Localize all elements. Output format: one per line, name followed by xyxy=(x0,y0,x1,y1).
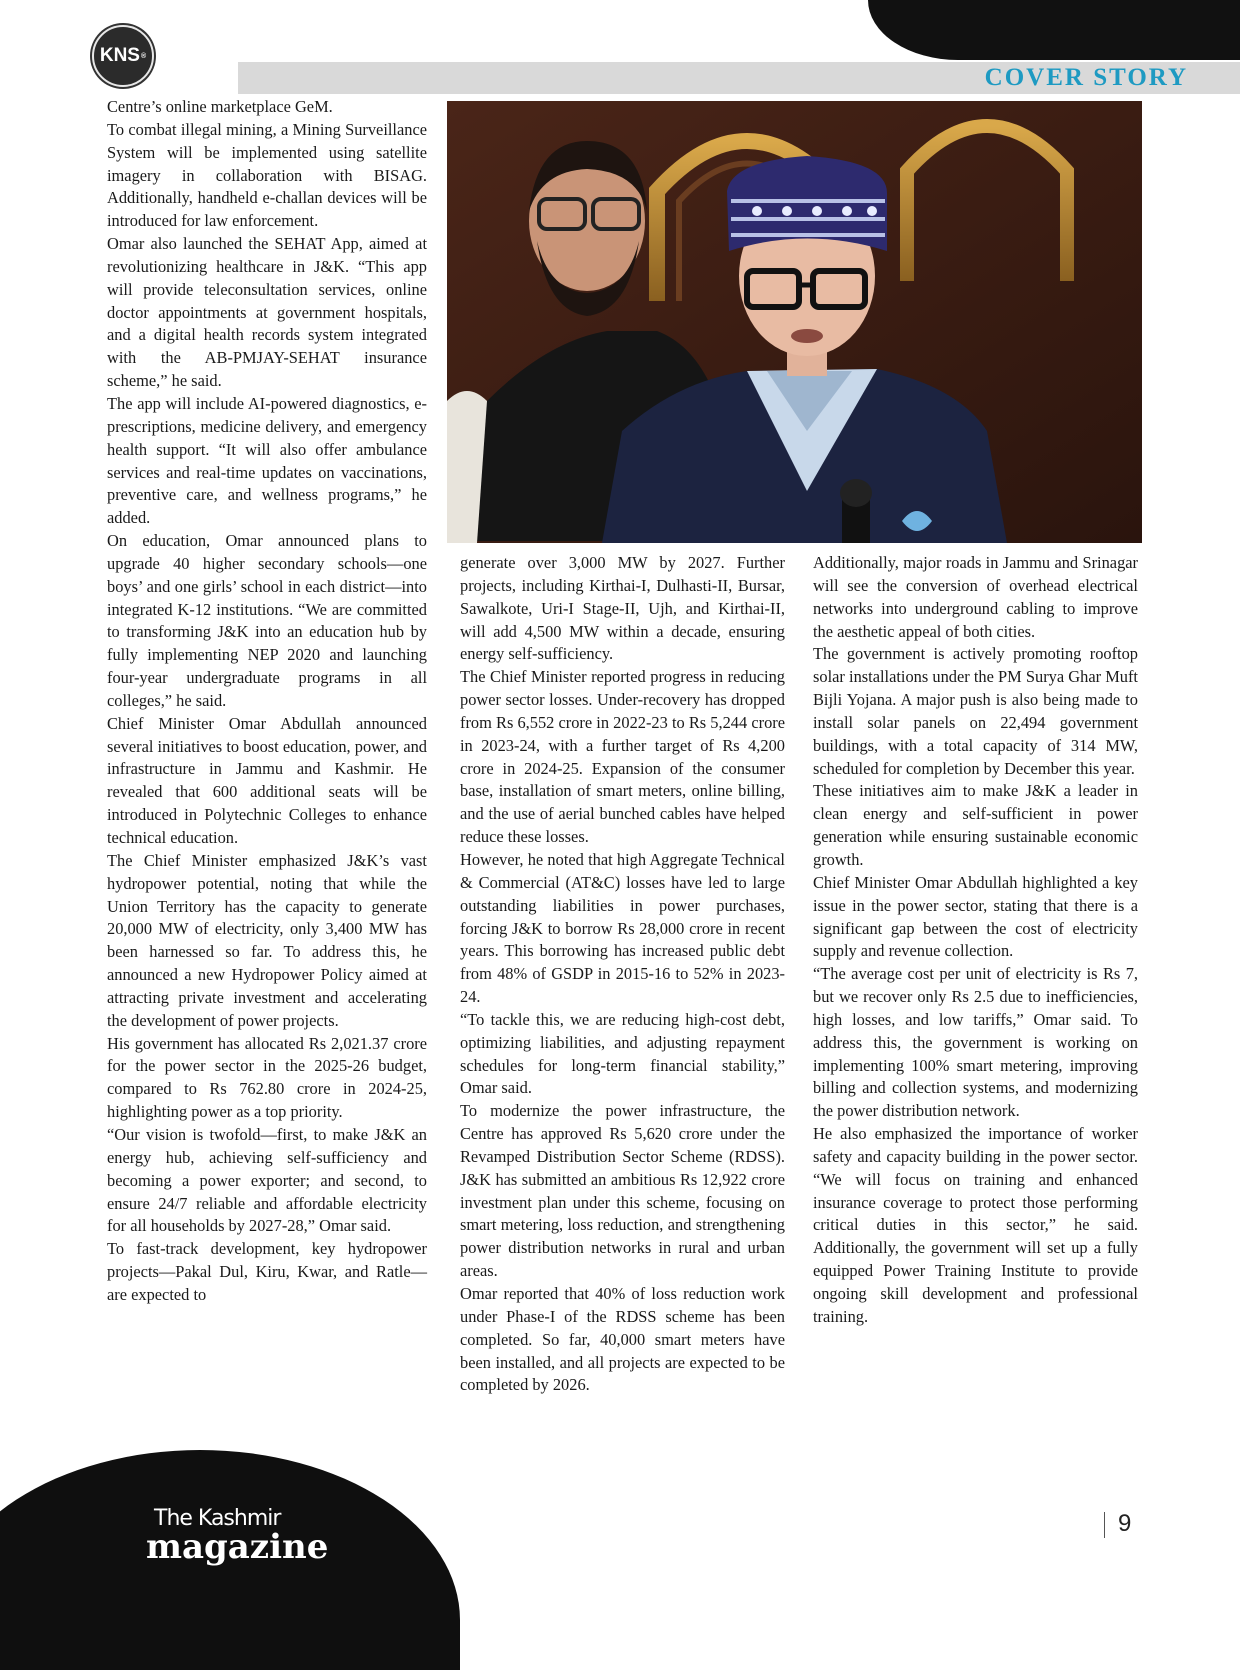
magazine-logo xyxy=(146,1506,329,1567)
speaker-photo-icon xyxy=(447,101,1142,543)
paragraph: To fast-track development, key hydropower projects—Pakal Dul, Kiru, Kwar, and Ratle—are expected to xyxy=(107,1239,427,1304)
article-column-1 xyxy=(107,96,427,1307)
magazine-logo-bottom: magazine xyxy=(146,1527,329,1567)
paragraph: On education, Omar announced plans to upgrade 40 higher secondary schools—one boys’ and one girls’ school in each district—into integrated K-12 institutions. “We are committed to transforming J&K into an education hub by fully implementing NEP 2020 and launching four-year undergraduate programs in all colleges,” he said. xyxy=(107,531,427,710)
paragraph: To modernize the power infrastructure, the Centre has approved Rs 5,620 crore under the Revamped Distribution Sector Scheme (RDSS). J&K has submitted an ambitious Rs 12,922 crore investment plan under this scheme, focusing on smart metering, loss reduction, and strengthening power distribution networks in rural and urban areas. xyxy=(460,1101,785,1281)
registered-mark: ® xyxy=(140,52,147,60)
kns-logo xyxy=(92,25,154,87)
article-column-3 xyxy=(813,552,1138,1329)
paragraph: Omar reported that 40% of loss reduction work under Phase-I of the RDSS scheme has been completed. So far, 40,000 smart meters have been installed, and all projects are expected to be completed by 2026. xyxy=(460,1284,785,1395)
paragraph: These initiatives aim to make J&K a leader in clean energy and self-sufficient in power generation while ensuring sustainable economic growth. xyxy=(813,781,1138,869)
paragraph: He also emphasized the importance of worker safety and capacity building in the power sector. “We will focus on training and enhanced insurance coverage to protect those performing critical duties in this sector,” he said. Additionally, the government will set up a fully equipped Power Training Institute to provide ongoing skill development and professional training. xyxy=(813,1124,1138,1326)
paragraph: The Chief Minister emphasized J&K’s vast hydropower potential, noting that while the Union Territory has the capacity to generate 20,000 MW of electricity, only 3,400 MW has been harnessed so far. To address this, he announced a new Hydropower Policy aimed at attracting private investment and accelerating the development of power projects. xyxy=(107,850,427,1030)
paragraph: The Chief Minister reported progress in reducing power sector losses. Under-recovery has dropped from Rs 6,552 crore in 2022-23 to Rs 5,244 crore in 2023-24, with a further target of Rs 4,200 crore in 2024-25. Expansion of the consumer base, installation of smart meters, online billing, and the use of aerial bunched cables have helped reduce these losses. xyxy=(460,667,785,847)
paragraph: To combat illegal mining, a Mining Surveillance System will be implemented using satellite imagery in collaboration with BISAG. Additionally, handheld e-challan devices will be introduced for law enforcement. xyxy=(107,119,427,231)
paragraph: Centre’s online marketplace GeM. xyxy=(107,97,333,116)
magazine-logo-top: The Kashmir xyxy=(154,1506,281,1531)
paragraph: The government is actively promoting rooftop solar installations under the PM Surya Ghar Muft Bijli Yojana. A major push is also being made to install solar panels on 22,494 government buildings, with a total capacity of 314 MW, scheduled for completion by December this year. xyxy=(813,644,1138,778)
paragraph: “To tackle this, we are reducing high-cost debt, optimizing liabilities, and adjusting repayment schedules for long-term financial stability,” Omar said. xyxy=(460,1009,785,1098)
page-number: 9 xyxy=(1118,1510,1132,1537)
article-column-2 xyxy=(460,552,785,1397)
article-photo xyxy=(447,101,1142,543)
paragraph: His government has allocated Rs 2,021.37 crore for the power sector in the 2025-26 budget, compared to Rs 762.80 crore in 2024-25, highlighting power as a top priority. xyxy=(107,1033,427,1122)
kns-logo-text: KNS xyxy=(99,45,140,66)
paragraph: The app will include AI-powered diagnostics, e-prescriptions, medicine delivery, and emergency health support. “It will also offer ambulance services and real-time updates on vaccinations, preventive care, and wellness programs,” he added. xyxy=(107,393,427,528)
paragraph: “The average cost per unit of electricity is Rs 7, but we recover only Rs 2.5 due to inefficiencies, high losses, and low tariffs,” Omar said. To address this, the government is working on implementing 100% smart metering, improving billing and collection systems, and modernizing the power distribution network. xyxy=(813,964,1138,1121)
paragraph: Chief Minister Omar Abdullah announced several initiatives to boost education, power, and infrastructure in Jammu and Kashmir. He revealed that 600 additional seats will be introduced in Polytechnic Colleges to enhance technical education. xyxy=(107,713,427,847)
paragraph: Omar also launched the SEHAT App, aimed at revolutionizing healthcare in J&K. “This app will provide teleconsultation services, online doctor appointments at government hospitals, and a digital health records system integrated with the AB-PMJAY-SEHAT insurance scheme,” he said. xyxy=(107,234,427,391)
section-label: COVER STORY xyxy=(984,64,1188,91)
paragraph: Additionally, major roads in Jammu and Srinagar will see the conversion of overhead electrical networks into underground cabling to improve the aesthetic appeal of both cities. xyxy=(813,553,1138,641)
page-number-divider xyxy=(1104,1512,1105,1538)
paragraph: “Our vision is twofold—first, to make J&K an energy hub, achieving self-sufficiency and becoming a power exporter; and second, to ensure 24/7 reliable and affordable electricity for all households by 2027-28,” Omar said. xyxy=(107,1124,427,1236)
paragraph: generate over 3,000 MW by 2027. Further projects, including Kirthai-I, Dulhasti-II, Bursar, Sawalkote, Uri-I Stage-II, Ujh, and Kirthai-II, will add 4,500 MW within a decade, ensuring energy self-sufficiency. xyxy=(460,553,785,664)
header-corner-decoration xyxy=(868,0,1240,60)
paragraph: However, he noted that high Aggregate Technical & Commercial (AT&C) losses have led to large outstanding liabilities in power purchases, forcing J&K to borrow Rs 28,000 crore in recent years. This borrowing has increased public debt from 48% of GSDP in 2015-16 to 52% in 2023-24. xyxy=(460,849,785,1007)
paragraph: Chief Minister Omar Abdullah highlighted a key issue in the power sector, stating that there is a significant gap between the cost of electricity supply and revenue collection. xyxy=(813,872,1138,961)
